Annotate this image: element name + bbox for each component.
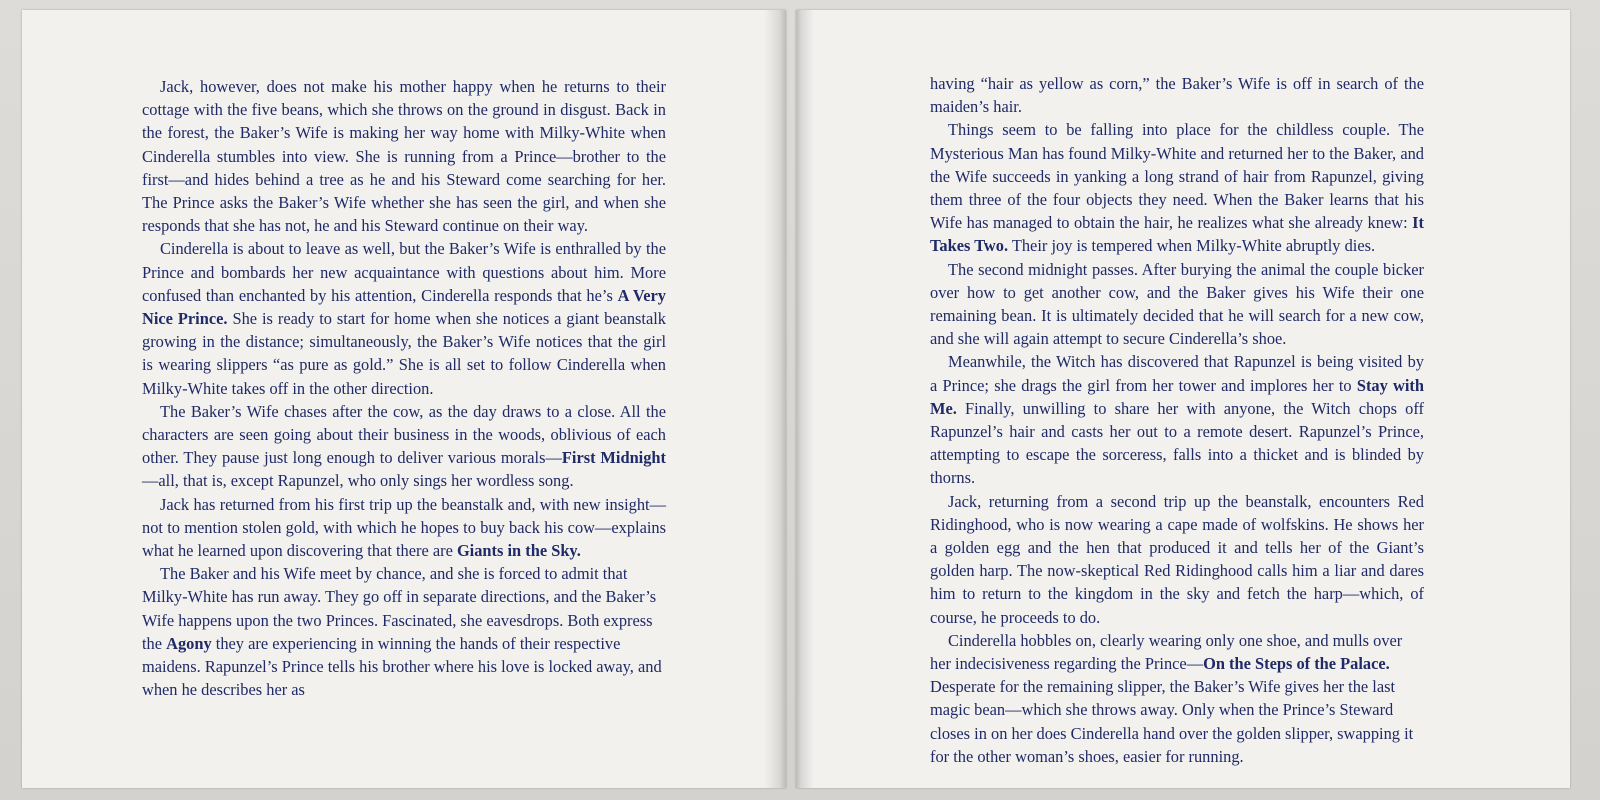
text-run: Things seem to be falling into place for the childless couple. The Mysterious Man has found Milky-White and returned her to the Baker, and the Wife succeeds in yanking a long strand of hair from Rapunzel, giving them three of the four objects they need. When the Baker learns that his Wife has managed to obtain the hair, he realizes what she already knew: bbox=[930, 120, 1424, 233]
text-run: Desperate for the remaining slipper, the Baker’s Wife gives her the last magic bean—which she throws away. Only when the Prince’s Steward closes in on her does Cinderella hand over the golden slipper, swapping it for the other woman’s shoes, easier for running. bbox=[930, 677, 1414, 766]
paragraph bbox=[930, 350, 1424, 489]
text-run: Jack, returning from a second trip up the beanstalk, encounters Red Ridinghood, who is now wearing a cape made of wolfskins. He shows her a golden egg and the hen that produced it and tells her of the Giant’s golden harp. The now-skeptical Red Ridinghood calls him a liar and dares him to return to the kingdom in the sky and fetch the harp—which, of course, he proceeds to do. bbox=[930, 491, 1424, 627]
text-run: Cinderella hobbles on, clearly wearing only one shoe, and mulls over her indecisiveness regarding the Prince— bbox=[930, 630, 1403, 674]
song-title: Stay with Me. bbox=[930, 375, 1425, 418]
paragraph bbox=[930, 118, 1424, 257]
paragraph bbox=[142, 237, 666, 399]
paragraph bbox=[142, 75, 666, 237]
song-title: Agony bbox=[166, 633, 212, 653]
song-title: On the Steps of the Palace. bbox=[1203, 654, 1390, 674]
song-title: It Takes Two. bbox=[930, 213, 1424, 256]
left-page bbox=[22, 10, 786, 788]
song-title: A Very Nice Prince. bbox=[142, 285, 666, 329]
text-run: She is ready to start for home when she notices a giant beanstalk growing in the distance; simultaneously, the Baker’s Wife notices that the girl is wearing slippers “as pure as gold.” She is all set to follow Cinderella when Milky-White takes off in the other direction. bbox=[142, 309, 666, 398]
gutter-shadow bbox=[764, 10, 786, 788]
text-run: Meanwhile, the Witch has discovered that Rapunzel is being visited by a Prince; she drags the girl from her tower and implores her to bbox=[930, 352, 1424, 395]
song-title: First Midnight bbox=[561, 448, 667, 468]
paragraph bbox=[142, 562, 666, 701]
text-run: —all, that is, except Rapunzel, who only sings her wordless song. bbox=[142, 471, 574, 491]
paragraph bbox=[142, 400, 666, 493]
text-run: Their joy is tempered when Milky-White abruptly dies. bbox=[1008, 236, 1376, 256]
paragraph bbox=[142, 493, 666, 563]
gutter-shadow bbox=[796, 10, 814, 788]
song-title: Giants in the Sky. bbox=[456, 541, 581, 561]
paragraph bbox=[930, 72, 1424, 118]
paragraph bbox=[930, 258, 1424, 351]
right-page bbox=[796, 10, 1570, 788]
text-run: they are experiencing in winning the hands of their respective maidens. Rapunzel’s Prince tells his brother where his love is locked away, and when he describes her as bbox=[142, 633, 662, 700]
text-run: Cinderella is about to leave as well, but the Baker’s Wife is enthralled by the Prince and bombards her new acquaintance with questions about him. More confused than enchanted by his attention, Cinderella responds that he’s bbox=[142, 239, 666, 305]
text-run: The Baker and his Wife meet by chance, and she is forced to admit that Milky-White has run away. They go off in separate directions, and the Baker’s Wife happens upon the two Princes. Fascinated, she eavesdrops. Both express the bbox=[142, 564, 657, 653]
paragraph bbox=[930, 490, 1424, 629]
text-run: Jack, however, does not make his mother happy when he returns to their cottage with the five beans, which she throws on the ground in disgust. Back in the forest, the Baker’s Wife is making her way home with Milky-White when Cinderella stumbles into view. She is running from a Prince—brother to the first—and hides behind a tree as he and his Steward come searching for her. The Prince asks the Baker’s Wife whether she has seen the girl, and when she responds that she has not, he and his Steward continue on their way. bbox=[142, 77, 666, 236]
left-page-text bbox=[142, 75, 666, 701]
paragraph bbox=[930, 629, 1424, 768]
text-run: The second midnight passes. After burying the animal the couple bicker over how to get another cow, and the Baker gives his Wife their one remaining bean. It is ultimately decided that he will search for a new cow, and she will again attempt to secure Cinderella’s shoe. bbox=[930, 259, 1424, 349]
text-run: Finally, unwilling to share her with anyone, the Witch chops off Rapunzel’s hair and casts her out to a remote desert. Rapunzel’s Prince, attempting to escape the sorceress, falls into a thicket and is blinded by thorns. bbox=[930, 398, 1424, 488]
text-run: The Baker’s Wife chases after the cow, as the day draws to a close. All the characters are seen going about their business in the woods, oblivious of each other. They pause just long enough to deliver various morals— bbox=[142, 401, 666, 468]
text-run: Jack has returned from his first trip up the beanstalk and, with new insight—not to mention stolen gold, with which he hopes to buy back his cow—explains what he learned upon discovering that there are bbox=[142, 494, 666, 561]
right-page-text bbox=[930, 72, 1424, 768]
text-run: having “hair as yellow as corn,” the Baker’s Wife is off in search of the maiden’s hair. bbox=[930, 74, 1424, 117]
